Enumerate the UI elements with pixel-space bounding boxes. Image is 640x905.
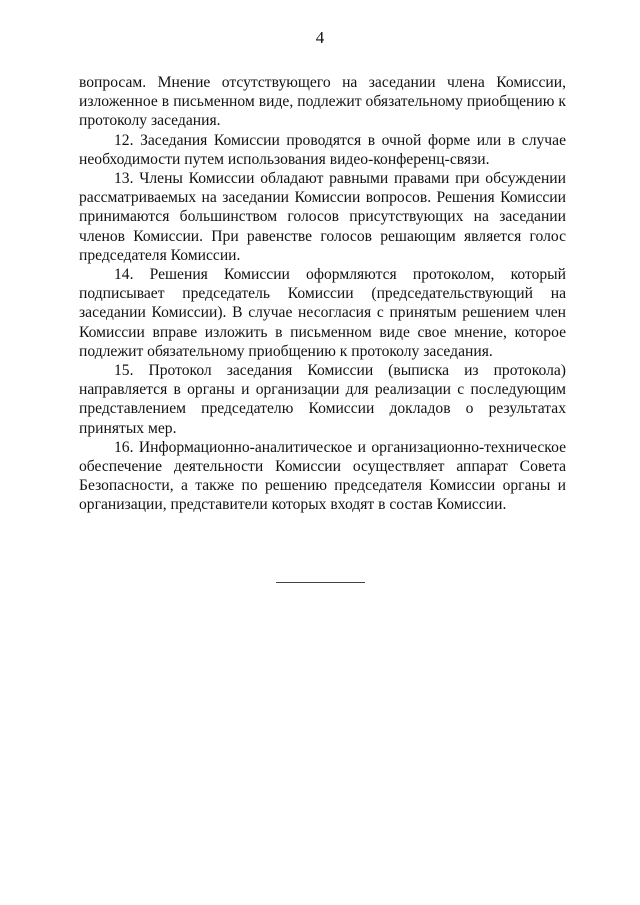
paragraph-14: 14. Решения Комиссии оформляются протоколом, который подписывает председатель Комиссии (председательствующий на заседании Комиссии). В случае несогласия с принятым решением член Комиссии вправе изложить в письменном виде свое мнение, которое подлежит обязательному приобщению к протоколу заседания. — [79, 266, 566, 360]
end-of-document-rule — [276, 582, 365, 583]
paragraph-16: 16. Информационно-аналитическое и организационно-техническое обеспечение деятельности Комиссии осуществляет аппарат Совета Безопасности, а также по решению председателя Комиссии органы и организации, представители которых входят в состав Комиссии. — [79, 438, 566, 514]
paragraph-continuation: вопросам. Мнение отсутствующего на заседании члена Комиссии, изложенное в письменном виде, подлежит обязательному приобщению к протоколу заседания. — [79, 74, 566, 130]
document-body — [79, 73, 566, 515]
page-number: 4 — [315, 28, 325, 47]
paragraph-13: 13. Члены Комиссии обладают равными правами при обсуждении рассматриваемых на заседании Комиссии вопросов. Решения Комиссии принимаются большинством голосов присутствующих на заседании членов Комиссии. При равенстве голосов решающим является голос председателя Комиссии. — [79, 170, 566, 264]
paragraph-12: 12. Заседания Комиссии проводятся в очной форме или в случае необходимости путем использования видео-конференц-связи. — [79, 131, 566, 168]
paragraph-15: 15. Протокол заседания Комиссии (выписка из протокола) направляется в органы и организации для реализации с последующим представлением председателю Комиссии докладов о результатах принятых мер. — [79, 362, 566, 437]
